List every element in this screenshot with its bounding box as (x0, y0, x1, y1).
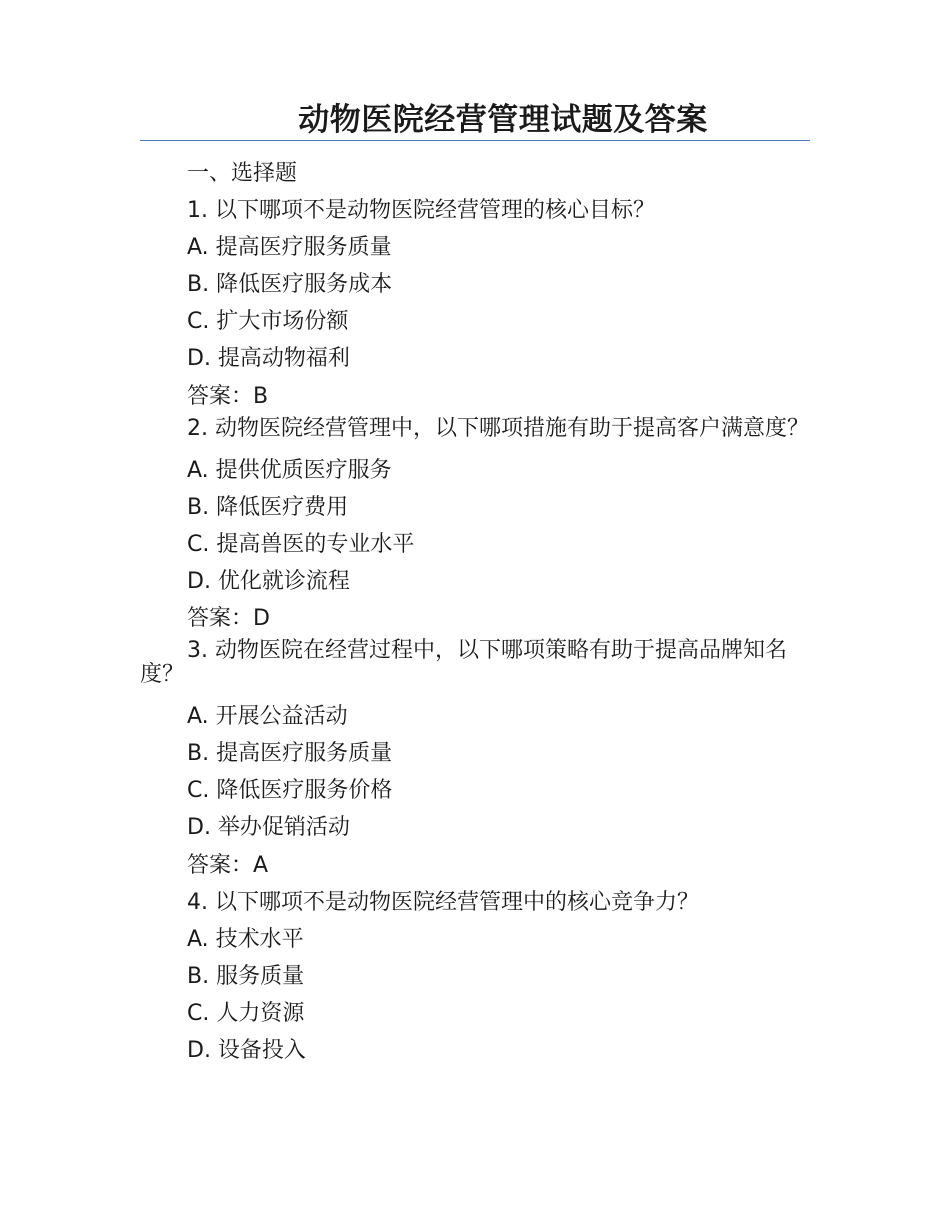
question-4: 4. 以下哪项不是动物医院经营管理中的核心竞争力？ (187, 889, 699, 915)
title-underline (140, 140, 810, 141)
q4-option-d: D. 设备投入 (187, 1037, 306, 1063)
q1-option-a: A. 提高医疗服务质量 (187, 235, 392, 261)
q1-option-b: B. 降低医疗服务成本 (187, 272, 393, 298)
q3-option-c: C. 降低医疗服务价格 (187, 778, 393, 804)
q2-option-d: D. 优化就诊流程 (187, 568, 350, 594)
q2-answer: 答案：D (187, 606, 270, 632)
q4-option-b: B. 服务质量 (187, 963, 305, 989)
q2-option-c: C. 提高兽医的专业水平 (187, 531, 415, 557)
q3-option-d: D. 举办促销活动 (187, 815, 350, 841)
q1-answer: 答案：B (187, 383, 269, 409)
question-2: 2. 动物医院经营管理中，以下哪项措施有助于提高客户满意度？ (187, 415, 809, 441)
q4-option-c: C. 人力资源 (187, 1000, 305, 1026)
q4-option-a: A. 技术水平 (187, 926, 304, 952)
q3-answer: 答案：A (187, 852, 269, 878)
q1-option-c: C. 扩大市场份额 (187, 309, 349, 335)
q1-option-d: D. 提高动物福利 (187, 346, 350, 372)
q3-option-b: B. 提高医疗服务质量 (187, 741, 393, 767)
question-1: 1. 以下哪项不是动物医院经营管理的核心目标？ (187, 198, 655, 224)
document-body (140, 155, 810, 1069)
question-3: 3. 动物医院在经营过程中，以下哪项策略有助于提高品牌知名度？ (140, 638, 787, 688)
q2-option-b: B. 降低医疗费用 (187, 494, 349, 520)
q2-option-a: A. 提供优质医疗服务 (187, 457, 392, 483)
q3-option-a: A. 开展公益活动 (187, 704, 348, 730)
section-heading: 一、选择题 (187, 161, 298, 186)
document-title: 动物医院经营管理试题及答案 (298, 102, 708, 138)
